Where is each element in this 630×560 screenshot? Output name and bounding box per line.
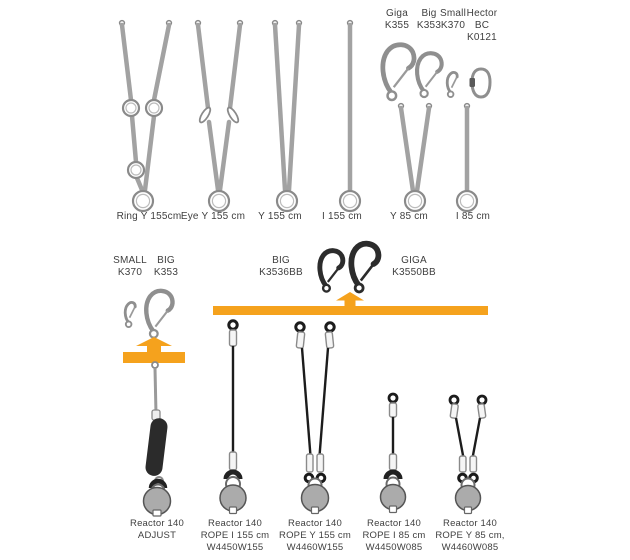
reactor-140-rope-i-85-illustration (373, 392, 413, 514)
connector-label-small: Small K370 (439, 8, 466, 31)
product-label-rope-i-155: Reactor 140 ROPE I 155 cm W4450W155 (200, 518, 270, 553)
lanyard-label-i-155: I 155 cm (322, 211, 362, 222)
adjust-compat-label-big: BIG K353 (153, 255, 179, 278)
reactor-140-rope-i-155-illustration (213, 318, 253, 514)
i-lanyard-155-illustration (335, 16, 365, 212)
lanyard-label-y-85: Y 85 cm (390, 211, 428, 222)
lanyard-label-i-85: I 85 cm (455, 211, 491, 222)
reactor-140-rope-y-155-illustration (288, 318, 342, 514)
giga-bb-hook-icon (348, 236, 381, 297)
eye-y-lanyard-illustration (190, 16, 248, 212)
i-lanyard-85-illustration (452, 100, 482, 212)
y-lanyard-155-illustration (262, 16, 312, 212)
adjust-small-snap-icon (122, 298, 139, 328)
product-label-rope-y-155: Reactor 140 ROPE Y 155 cm W4460W155 (279, 518, 351, 553)
adjust-big-hook-icon (143, 286, 175, 340)
product-label-rope-y-85: Reactor 140 ROPE Y 85 cm, W4460W085 (435, 518, 505, 553)
big-hook-icon (414, 50, 444, 98)
connector-label-hector: Hector BC K0121 (466, 8, 498, 43)
rope-compat-label-big: BIG K3536BB (259, 255, 303, 278)
lanyard-label-y-155: Y 155 cm (258, 211, 302, 222)
adjust-compat-label-small: SMALL K370 (113, 255, 147, 278)
big-bb-hook-icon (317, 243, 345, 297)
hector-bc-carabiner-icon (468, 66, 494, 100)
lanyard-label-eye-y: Eye Y 155 cm (180, 211, 246, 222)
lanyard-label-ring-y: Ring Y 155cm (116, 211, 182, 222)
y-lanyard-85-illustration (390, 100, 440, 212)
reactor-140-adjust-illustration (135, 360, 179, 516)
product-label-rope-i-85: Reactor 140 ROPE I 85 cm W4450W085 (362, 518, 426, 553)
connector-label-big: Big K353 (416, 8, 442, 31)
reactor-140-rope-y-85-illustration (441, 392, 495, 514)
ring-y-lanyard-illustration (112, 16, 188, 212)
connector-label-giga: Giga K355 (384, 8, 410, 31)
rope-compat-label-giga: GIGA K3550BB (392, 255, 436, 278)
product-label-adjust: Reactor 140 ADJUST (130, 518, 184, 541)
adjust-up-arrow-icon (136, 337, 172, 352)
rope-compat-bar (213, 306, 488, 315)
giga-hook-icon (379, 40, 417, 102)
rope-up-arrow-icon (336, 292, 364, 306)
small-snap-icon (444, 68, 461, 98)
